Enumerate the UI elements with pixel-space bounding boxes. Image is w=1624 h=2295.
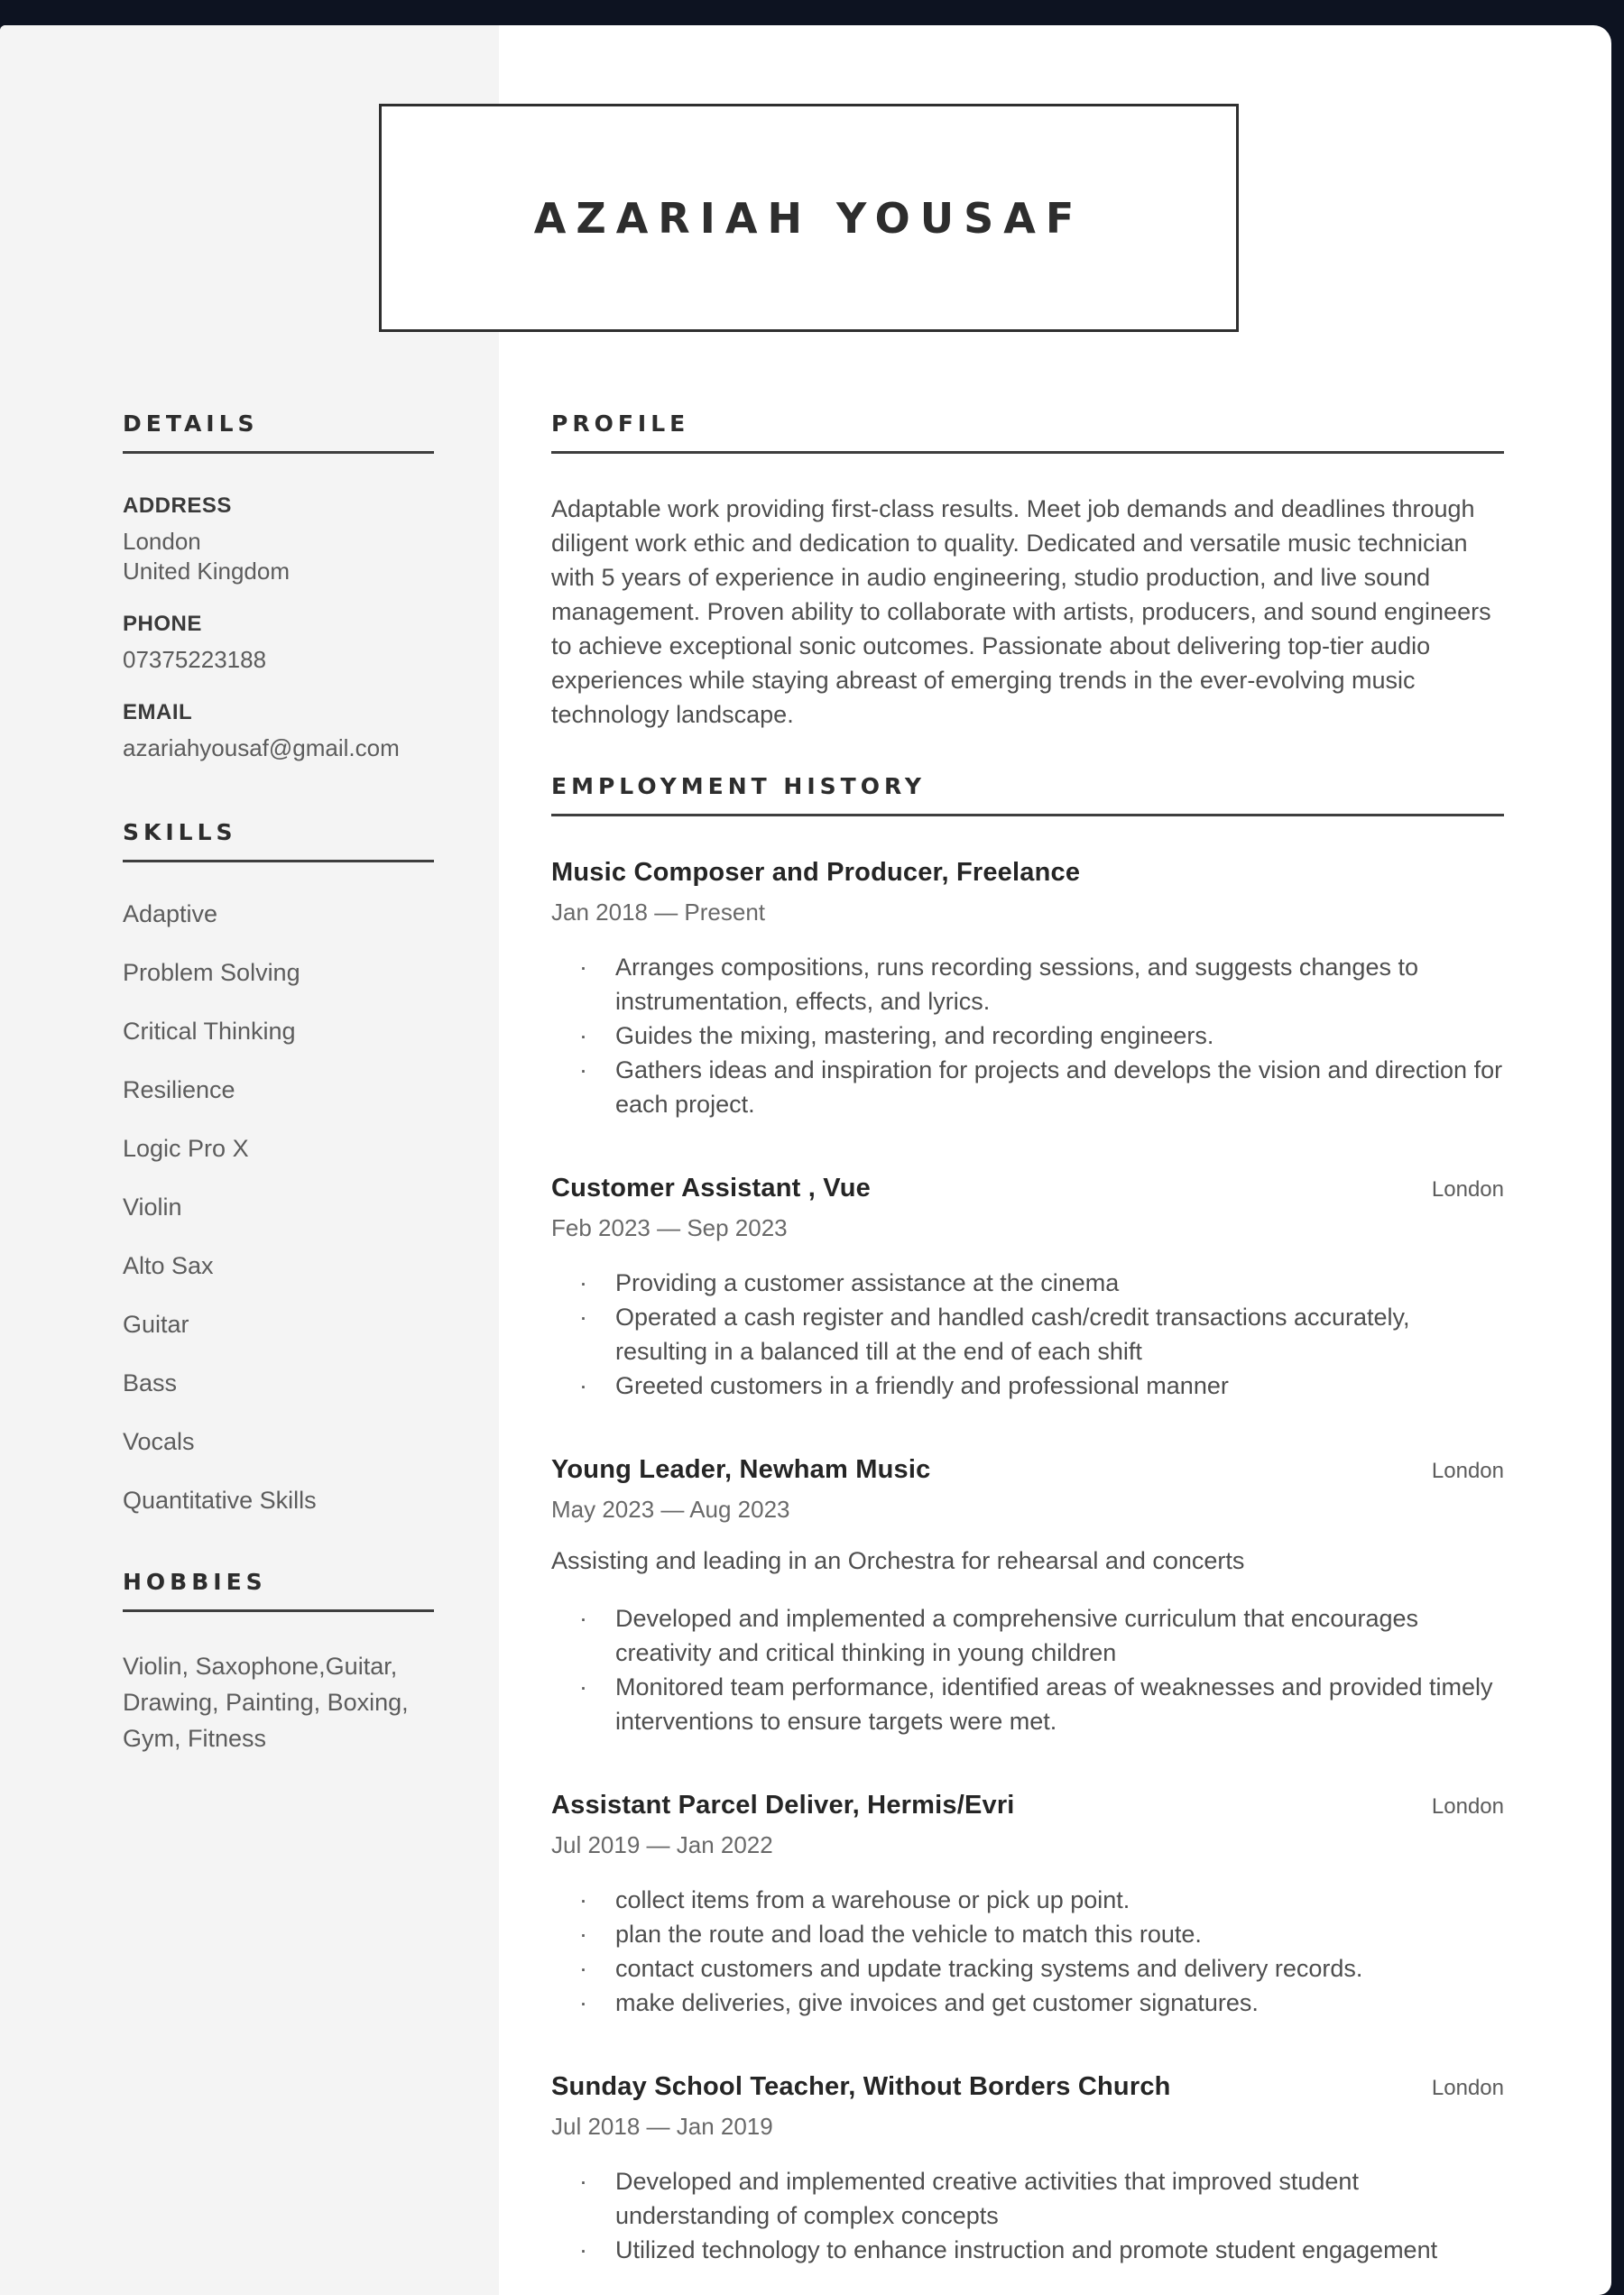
job-header <box>551 1455 1504 1485</box>
skill-item: Guitar <box>123 1311 189 1338</box>
bullet-dot-icon: · <box>579 1022 587 1049</box>
bullet-item <box>551 1601 1504 1670</box>
job-bullets <box>551 950 1504 1121</box>
bullet-item <box>551 2164 1504 2233</box>
resume-page <box>0 25 1611 2295</box>
bullet-dot-icon: · <box>579 1304 587 1331</box>
job-summary: Assisting and leading in an Orchestra for rehearsal and concerts <box>551 1547 1245 1574</box>
job-bullets <box>551 1601 1504 1738</box>
bullet-text: Gathers ideas and inspiration for projects and develops the vision and direction for each project. <box>615 1056 1503 1118</box>
details-heading: DETAILS <box>123 410 434 454</box>
bullet-dot-icon: · <box>579 1269 587 1296</box>
job-bullets <box>551 2164 1504 2267</box>
job-entry <box>551 1174 1504 1403</box>
bullet-dot-icon: · <box>579 2236 587 2263</box>
job-title: Music Composer and Producer, Freelance <box>551 858 1081 887</box>
job-dates: Jul 2019 — Jan 2022 <box>551 1831 773 1858</box>
detail-value: azariahyousaf@gmail.com <box>123 734 400 761</box>
skill-item: Resilience <box>123 1076 235 1103</box>
job-location: London <box>1431 1177 1504 1202</box>
bullet-dot-icon: · <box>579 1605 587 1632</box>
bullet-item <box>551 1883 1504 1917</box>
bullet-dot-icon: · <box>579 2168 587 2195</box>
jobs-container <box>551 858 1504 2267</box>
job-header <box>551 1791 1504 1820</box>
job-header <box>551 2072 1504 2102</box>
hobbies-text: Violin, Saxophone,Guitar, Drawing, Painting, Boxing, Gym, Fitness <box>123 1653 409 1752</box>
bullet-item <box>551 1300 1504 1369</box>
bullet-text: contact customers and update tracking systems and delivery records. <box>615 1955 1363 1982</box>
bullet-text: collect items from a warehouse or pick up point. <box>615 1886 1130 1913</box>
profile-section <box>551 410 1504 732</box>
detail-label: PHONE <box>123 612 202 636</box>
job-title: Young Leader, Newham Music <box>551 1455 931 1484</box>
detail-label: EMAIL <box>123 700 193 724</box>
bullet-item <box>551 2233 1504 2267</box>
detail-value: United Kingdom <box>123 558 290 585</box>
profile-heading: PROFILE <box>551 410 1504 454</box>
bullet-item <box>551 1266 1504 1300</box>
job-dates: Feb 2023 — Sep 2023 <box>551 1214 788 1241</box>
bullet-item <box>551 1369 1504 1403</box>
job-location: London <box>1431 1459 1504 1483</box>
bullet-text: make deliveries, give invoices and get customer signatures. <box>615 1989 1259 2016</box>
skill-item: Quantitative Skills <box>123 1487 317 1514</box>
skills-heading: SKILLS <box>123 819 434 862</box>
bullet-item <box>551 1951 1504 1986</box>
job-dates: Jan 2018 — Present <box>551 899 766 926</box>
detail-value: London <box>123 528 201 555</box>
bullet-item <box>551 1986 1504 2020</box>
bullet-dot-icon: · <box>579 1372 587 1399</box>
details-groups <box>123 493 434 763</box>
skills-list <box>123 900 434 1515</box>
job-entry <box>551 2072 1504 2267</box>
bullet-text: Developed and implemented a comprehensive curriculum that encourages creativity and critical thinking in young children <box>615 1605 1418 1666</box>
sidebar <box>0 25 499 2295</box>
job-location: London <box>1431 1794 1504 1819</box>
detail-group <box>123 700 434 763</box>
profile-text: Adaptable work providing first-class results. Meet job demands and deadlines through diligent work ethic and dedication to quality. Dedicated and versatile music technician with 5 years of experience in audio engineering, studio production, and live sound management. Proven ability to collaborate with artists, producers, and sound engineers to achieve exceptional sonic outcomes. Passionate about delivering top-tier audio experiences while staying abreast of emerging trends in the ever-evolving music technology landscape. <box>551 495 1491 728</box>
details-section <box>123 410 434 763</box>
skill-item: Problem Solving <box>123 959 300 986</box>
skill-item: Vocals <box>123 1428 195 1455</box>
skill-item: Violin <box>123 1194 182 1221</box>
skill-item: Logic Pro X <box>123 1135 249 1162</box>
job-title: Sunday School Teacher, Without Borders Church <box>551 2072 1171 2101</box>
bullet-dot-icon: · <box>579 1921 587 1948</box>
skill-item: Bass <box>123 1369 178 1396</box>
bullet-dot-icon: · <box>579 1056 587 1083</box>
bullet-item <box>551 1917 1504 1951</box>
hobbies-heading: HOBBIES <box>123 1569 434 1612</box>
detail-group <box>123 612 434 675</box>
job-dates: Jul 2018 — Jan 2019 <box>551 2113 773 2140</box>
bullet-dot-icon: · <box>579 954 587 981</box>
bullet-item <box>551 1053 1504 1121</box>
detail-group <box>123 493 434 586</box>
candidate-name: AZARIAH YOUSAF <box>533 193 1084 243</box>
skill-item: Alto Sax <box>123 1252 214 1279</box>
skill-item: Critical Thinking <box>123 1018 296 1045</box>
bullet-dot-icon: · <box>579 1886 587 1913</box>
detail-value: 07375223188 <box>123 646 267 673</box>
skills-section <box>123 819 434 1515</box>
employment-section <box>551 773 1504 2267</box>
bullet-text: Guides the mixing, mastering, and recording engineers. <box>615 1022 1214 1049</box>
bullet-item <box>551 1670 1504 1738</box>
job-entry <box>551 1455 1504 1738</box>
bullet-text: Providing a customer assistance at the cinema <box>615 1269 1120 1296</box>
bullet-dot-icon: · <box>579 1955 587 1982</box>
job-title: Customer Assistant , Vue <box>551 1174 871 1203</box>
bullet-dot-icon: · <box>579 1989 587 2016</box>
job-title: Assistant Parcel Deliver, Hermis/Evri <box>551 1791 1015 1820</box>
job-header <box>551 1174 1504 1203</box>
job-bullets <box>551 1266 1504 1403</box>
bullet-text: Operated a cash register and handled cash/credit transactions accurately, resulting in a balanced till at the end of each shift <box>615 1304 1410 1365</box>
bullet-text: Utilized technology to enhance instruction and promote student engagement <box>615 2236 1438 2263</box>
bullet-item <box>551 1018 1504 1053</box>
bullet-text: Monitored team performance, identified areas of weaknesses and provided timely interventions to ensure targets were met. <box>615 1673 1493 1735</box>
bullet-text: Arranges compositions, runs recording sessions, and suggests changes to instrumentation, effects, and lyrics. <box>615 954 1418 1015</box>
skill-item: Adaptive <box>123 900 218 927</box>
detail-label: ADDRESS <box>123 493 232 518</box>
bullet-dot-icon: · <box>579 1673 587 1701</box>
job-entry <box>551 1791 1504 2020</box>
bullet-item <box>551 950 1504 1018</box>
employment-heading: EMPLOYMENT HISTORY <box>551 773 1504 816</box>
job-location: London <box>1431 2076 1504 2100</box>
job-bullets <box>551 1883 1504 2020</box>
bullet-text: plan the route and load the vehicle to match this route. <box>615 1921 1202 1948</box>
main-column <box>551 25 1504 2267</box>
bullet-text: Greeted customers in a friendly and professional manner <box>615 1372 1229 1399</box>
job-header <box>551 858 1504 888</box>
bullet-text: Developed and implemented creative activities that improved student understanding of complex concepts <box>615 2168 1359 2229</box>
hobbies-section <box>123 1569 434 1756</box>
name-box <box>379 104 1239 332</box>
job-dates: May 2023 — Aug 2023 <box>551 1496 790 1523</box>
job-entry <box>551 858 1504 1121</box>
